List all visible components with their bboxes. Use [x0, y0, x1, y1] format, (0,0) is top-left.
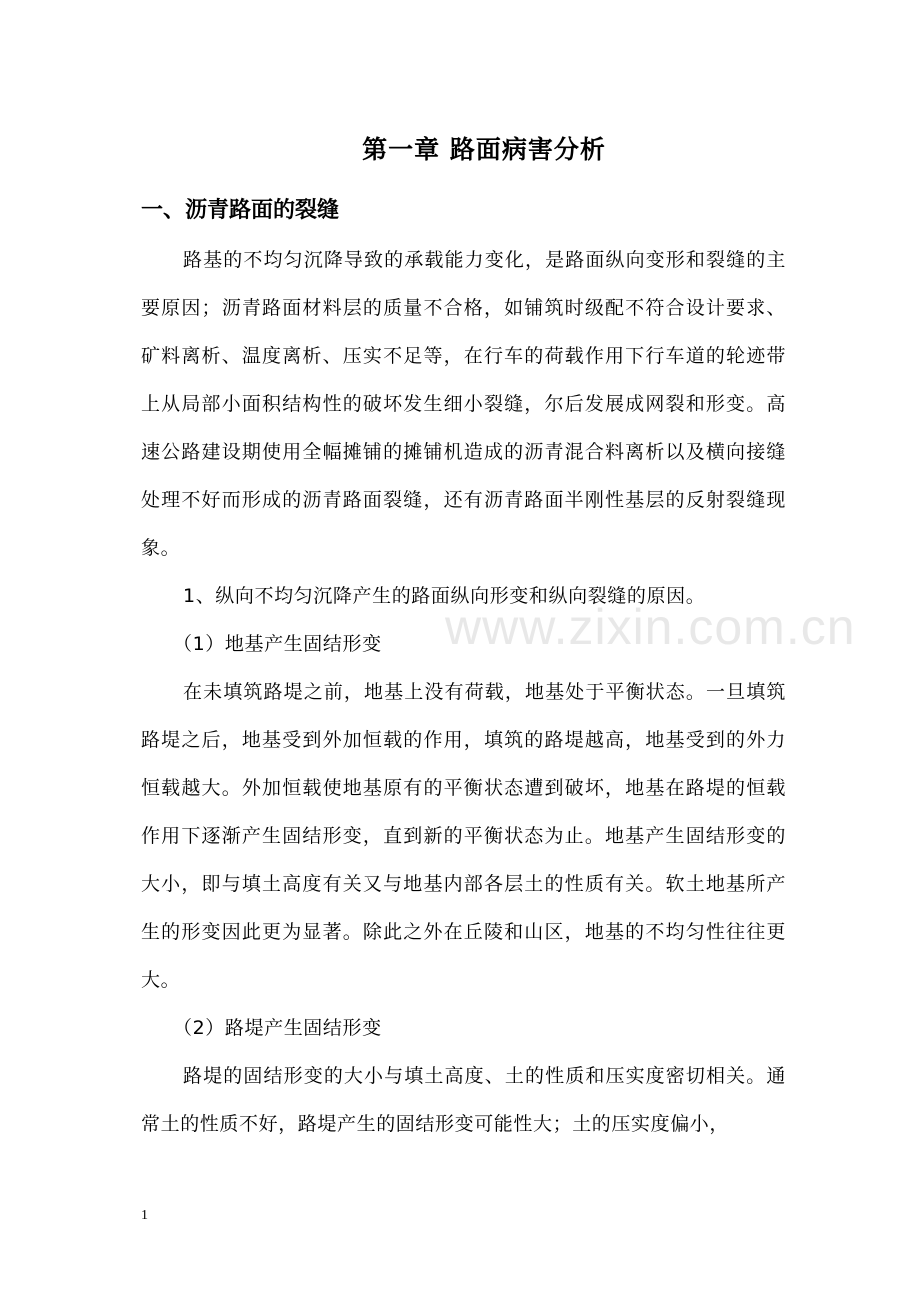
chapter-title: 第一章 路面病害分析: [362, 135, 606, 164]
page-number: 1: [141, 1208, 148, 1223]
paragraph-causes: 路基的不均匀沉降导致的承载能力变化，是路面纵向变形和裂缝的主要原因；沥青路面材料层的质量不合格，如铺筑时级配不符合设计要求、矿料离析、温度离析、压实不足等，在行车的荷载作用下行车道的轮迹带上从局部小面积结构性的破坏发生细小裂缝，尔后发展成网裂和形变。高速公路建设期使用全幅摊铺的摊铺机造成的沥青混合料离析以及横向接缝处理不好而形成的沥青路面裂缝，还有沥青路面半刚性基层的反射裂缝现象。: [141, 249, 786, 559]
section-title: 一、沥青路面的裂缝: [141, 198, 340, 223]
subheading-foundation: （1）地基产生固结形变: [173, 633, 382, 655]
subheading-embankment: （2）路堤产生固结形变: [173, 1017, 382, 1039]
paragraph-embankment: 路堤的固结形变的大小与填土高度、土的性质和压实度密切相关。通常土的性质不好，路堤产生的固结形变可能性大；土的压实度偏小，: [141, 1065, 786, 1135]
subheading-longitudinal: 1、纵向不均匀沉降产生的路面纵向形变和纵向裂缝的原因。: [183, 585, 706, 607]
paragraph-foundation: 在未填筑路堤之前，地基上没有荷载，地基处于平衡状态。一旦填筑路堤之后，地基受到外加恒载的作用，填筑的路堤越高，地基受到的外力恒载越大。外加恒载使地基原有的平衡状态遭到破坏，地基在路堤的恒载作用下逐渐产生固结形变，直到新的平衡状态为止。地基产生固结形变的大小，即与填土高度有关又与地基内部各层土的性质有关。软土地基所产生的形变因此更为显著。除此之外在丘陵和山区，地基的不均匀性往往更大。: [141, 681, 786, 991]
watermark: www.zixin.com.cn: [445, 599, 856, 655]
